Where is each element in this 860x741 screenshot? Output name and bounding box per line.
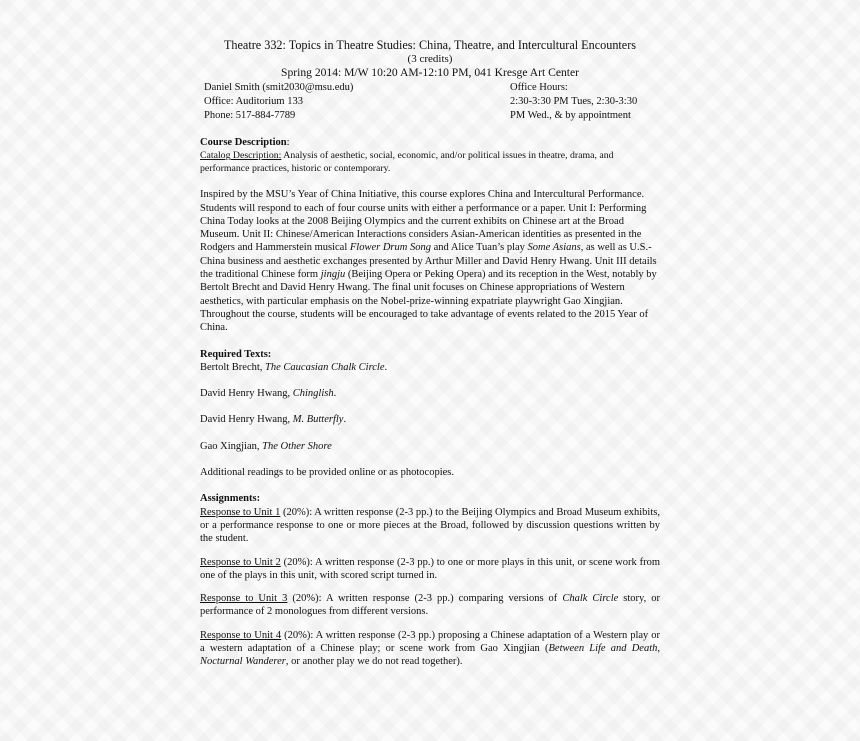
required-text-item: David Henry Hwang, Chinglish. <box>200 388 337 400</box>
office-hours-line1: 2:30-3:30 PM Tues, 2:30-3:30 <box>510 96 638 107</box>
catalog-label: Catalog Description: <box>200 150 282 162</box>
office-hours <box>510 81 660 123</box>
assignment-label: Response to Unit 2 <box>200 556 281 568</box>
contact-block <box>200 81 660 123</box>
course-title: Theatre 332: Topics in Theatre Studies: China, Theatre, and Intercultural Encounters <box>223 38 637 52</box>
catalog-description <box>200 149 660 175</box>
assignment-label: Response to Unit 4 <box>200 629 282 641</box>
course-description-heading: Course Description: <box>200 137 290 148</box>
title-some-asians: Some Asians <box>527 242 581 254</box>
title-flower-drum-song: Flower Drum Song <box>349 242 431 254</box>
assignment-unit-3: Response to Unit 3 (20%): A written response (2-3 pp.) comparing versions of Chalk Circle story, or performance of 2 monologues from different versions. <box>200 593 660 618</box>
office-hours-label: Office Hours: <box>510 82 568 93</box>
office-hours-line2: PM Wed., & by appointment <box>510 110 631 121</box>
required-texts-heading: Required Texts: <box>200 348 272 360</box>
assignment-unit-2: Response to Unit 2 (20%): A written response (2-3 pp.) to one or more plays in this unit, or scene work from one of the plays in this unit, with scored script turned in. <box>200 556 660 581</box>
instructor-info <box>204 81 504 123</box>
syllabus-document <box>200 38 660 669</box>
required-text-item: Gao Xingjian, The Other Shore <box>200 440 332 452</box>
course-term: Spring 2014: M/W 10:20 AM-12:10 PM, 041 Kresge Art Center <box>281 66 579 79</box>
instructor-phone: Phone: 517-884-7789 <box>204 110 296 121</box>
assignment-unit-1: Response to Unit 1 (20%): A written response (2-3 pp.) to the Beijing Olympics and Broad Museum exhibits, or a performance response to one or more pieces at the Broad, followed by discussion questions written by the student. <box>200 506 660 545</box>
course-description-body: Inspired by the MSU’s Year of China Initiative, this course explores China and Intercultural Performance. Students will respond to each of four course units with either a performance or a paper. Unit I: Performing China Today looks at the 2008 Beijing Olympics and the current exhibits on Chinese art at the Broad Museum. Unit II: Chinese/American Interactions considers Asian-American identities as presented in the Rodgers and Hammerstein musical Flower Drum Song and Alice Tuan’s play Some Asians, as well as U.S.-China business and aesthetic exchanges presented by Arthur Miller and David Henry Hwang. Unit III details the traditional Chinese form jingju (Beijing Opera or Peking Opera) and its reception in the West, notably by Bertolt Brecht and David Henry Hwang. The final unit focuses on Chinese appropriations of Western aesthetics, with particular emphasis on the Nobel-prize-winning expatriate playwright Gao Xingjian. Throughout the course, students will be encouraged to take advantage of events related to the 2015 Year of China. <box>200 189 657 334</box>
assignment-label: Response to Unit 3 <box>200 593 288 605</box>
required-text-item: Bertolt Brecht, The Caucasian Chalk Circle. <box>200 361 388 373</box>
instructor-office: Office: Auditorium 133 <box>204 96 303 107</box>
instructor-name: Daniel Smith (smit2030@msu.edu) <box>204 82 354 93</box>
additional-readings-note: Additional readings to be provided online or as photocopies. <box>200 467 454 479</box>
assignment-unit-4: Response to Unit 4 (20%): A written response (2-3 pp.) proposing a Chinese adaptation of a Western play or a western adaptation of a Chinese play; or scene work from Gao Xingjian (Between Life and Death, Nocturnal Wanderer, or another play we do not read together). <box>200 629 660 668</box>
course-credits: (3 credits) <box>407 53 453 65</box>
catalog-text: Analysis of aesthetic, social, economic, and/or political issues in theatre, drama, and performance practices, historic or contemporary. <box>200 150 614 175</box>
assignment-label: Response to Unit 1 <box>200 506 281 518</box>
assignments-heading: Assignments: <box>200 493 261 505</box>
term-jingju: jingju <box>320 269 346 281</box>
required-text-item: David Henry Hwang, M. Butterfly. <box>200 414 347 426</box>
